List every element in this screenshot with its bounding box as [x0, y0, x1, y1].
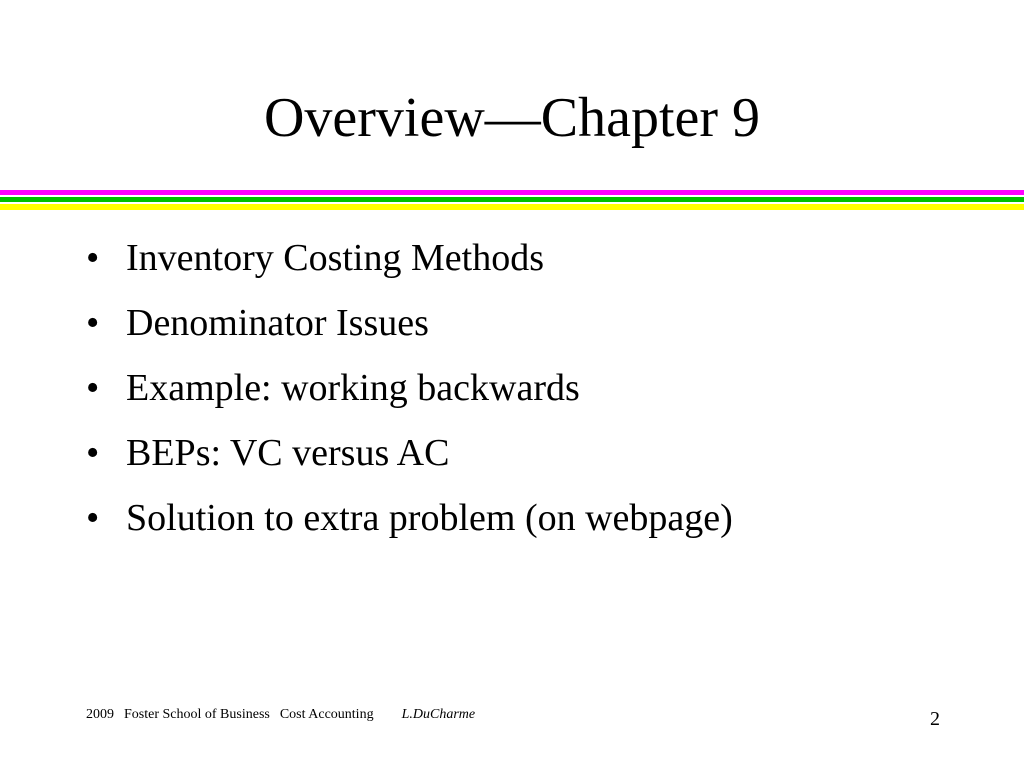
bullet-item [86, 356, 733, 421]
bullet-icon: • [86, 367, 100, 409]
footer-course: Cost Accounting [279, 707, 374, 722]
bullet-icon: • [86, 237, 100, 279]
bullet-icon: • [86, 432, 100, 474]
bullet-text: Inventory Costing Methods [126, 237, 544, 279]
bullet-text: Solution to extra problem (on webpage) [126, 497, 733, 539]
bullet-icon: • [86, 302, 100, 344]
stripe-yellow [0, 204, 1024, 210]
bullet-text: BEPs: VC versus AC [126, 432, 450, 474]
footer-year: 2009 [86, 707, 114, 722]
slide-footer [86, 705, 475, 725]
bullet-icon: • [86, 497, 100, 539]
bullet-text: Denominator Issues [126, 302, 429, 344]
footer-school: Foster School of Business [124, 707, 270, 722]
bullet-item [86, 421, 733, 486]
title-divider-stripes [0, 190, 1024, 212]
bullet-item [86, 486, 733, 551]
slide-title: Overview—Chapter 9 [263, 87, 761, 149]
footer-author: L.DuCharme [401, 707, 476, 722]
bullet-list [86, 226, 733, 551]
bullet-item [86, 226, 733, 291]
bullet-text: Example: working backwards [126, 367, 580, 409]
page-number: 2 [930, 708, 940, 730]
bullet-item [86, 291, 733, 356]
